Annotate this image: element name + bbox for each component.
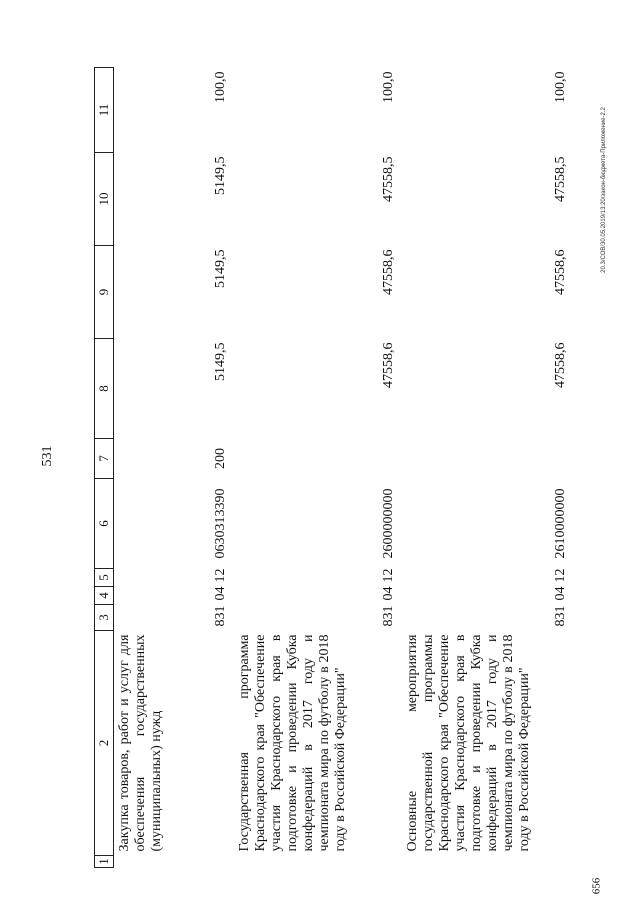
page-number: 531 [40, 445, 55, 467]
approved-amount-cell: 5149,5 [213, 342, 229, 381]
row-col1-cell [402, 856, 574, 868]
execution-percent-cell: 100,0 [553, 71, 569, 103]
target-article-cell: 2600000000 [381, 488, 397, 559]
header-col-6: 6 [95, 479, 114, 569]
refined-amount-cell: 47558,6 [381, 249, 397, 295]
sheet-number: 656 [590, 877, 603, 895]
row-col1-cell [114, 856, 234, 868]
target-article-cell: 0630313390 [213, 488, 229, 559]
header-col-3: 3 [95, 605, 114, 631]
executed-amount-cell: 47558,5 [553, 156, 569, 202]
table-row [234, 68, 402, 868]
row-name-cell: Закупка товаров, работ и услуг для обеспечения государственных (муниципальных) нужд [117, 634, 165, 852]
header-col-9: 9 [95, 246, 114, 339]
refined-amount-cell: 47558,6 [553, 249, 569, 295]
row-name-cell: Основные мероприятия государственной программы Краснодарского края "Обеспечение участия Краснодарского края в подготовке и проведении Кубка конфедераций в 2017 году и чемпионата мира по футболу в 2018 году в Российской Федерации" [404, 634, 533, 852]
ministry-code-cell: 831 [553, 605, 569, 627]
header-col-1: 1 [95, 856, 114, 868]
subsection-code-cell: 12 [213, 568, 229, 583]
section-code-cell: 04 [553, 586, 569, 601]
section-code-cell: 04 [381, 586, 397, 601]
header-row [95, 68, 114, 868]
header-col-2: 2 [95, 631, 114, 856]
header-col-5: 5 [95, 569, 114, 587]
ministry-code-cell: 831 [213, 605, 229, 627]
expense-type-cell [402, 439, 574, 479]
target-article-cell: 2610000000 [553, 488, 569, 559]
execution-percent-cell: 100,0 [213, 71, 229, 103]
subsection-code-cell: 12 [381, 568, 397, 583]
header-col-10: 10 [95, 153, 114, 246]
refined-amount-cell: 5149,5 [213, 249, 229, 288]
budget-table [94, 67, 574, 868]
row-col1-cell [234, 856, 402, 868]
header-col-11: 11 [95, 68, 114, 153]
footer-file-note: 20.3/СОВ/30.05.2019/13:20/закон-бюджета-Приложение-2.2 [601, 107, 607, 273]
approved-amount-cell: 47558,6 [553, 342, 569, 388]
executed-amount-cell: 5149,5 [213, 156, 229, 195]
header-col-4: 4 [95, 587, 114, 605]
row-name-cell: Государственная программа Краснодарского края "Обеспечение участия Краснодарского края в подготовке и проведении Кубка конфедераций в 2017 году и чемпионата мира по футболу в 2018 году в Российской Федерации" [236, 634, 349, 852]
executed-amount-cell: 47558,5 [381, 156, 397, 202]
header-col-7: 7 [95, 439, 114, 479]
budget-table-container [94, 68, 569, 868]
subsection-code-cell: 12 [553, 568, 569, 583]
table-row [114, 68, 234, 868]
expense-type-cell [234, 439, 402, 479]
approved-amount-cell: 47558,6 [381, 342, 397, 388]
expense-type-cell: 200 [213, 448, 229, 469]
header-col-8: 8 [95, 339, 114, 439]
execution-percent-cell: 100,0 [381, 71, 397, 103]
ministry-code-cell: 831 [381, 605, 397, 627]
section-code-cell: 04 [213, 586, 229, 601]
table-row [402, 68, 574, 868]
